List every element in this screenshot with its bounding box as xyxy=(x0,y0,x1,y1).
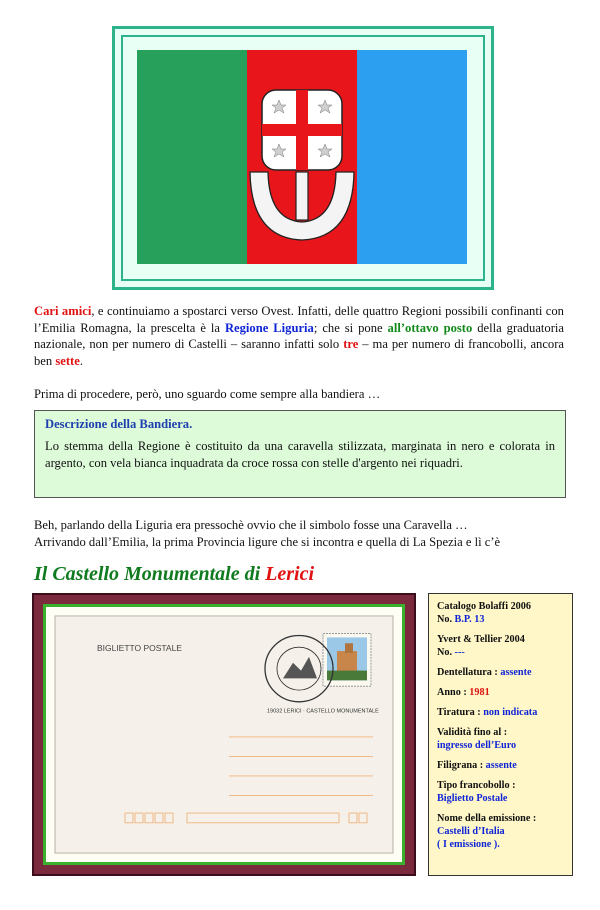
bolaffi-block xyxy=(437,600,564,626)
transition-line-1: Beh, parlando della Liguria era pressochè ovvio che il simbolo fosse una Caravella … xyxy=(34,518,468,532)
intro-text-5: . xyxy=(79,353,83,368)
dentellatura-label: Dentellatura : xyxy=(437,667,501,678)
castle-stamp xyxy=(323,634,371,687)
region-name: Regione Liguria xyxy=(224,320,314,335)
flag-intro-line: Prima di procedere, però, uno sguardo come sempre alla bandiera … xyxy=(34,387,381,401)
validita-label: Validità fino al : xyxy=(437,727,508,738)
filigrana-row xyxy=(437,759,564,772)
nome-value-1: Castelli d’Italia xyxy=(437,826,505,837)
postmark-text: 19032 LERICI · CASTELLO MONUMENTALE xyxy=(267,708,379,715)
rank-highlight: all’ottavo posto xyxy=(387,320,473,335)
section-title xyxy=(34,563,314,586)
flag-green-band xyxy=(137,50,247,264)
intro-paragraph xyxy=(34,303,564,369)
bolaffi-number: B.P. 13 xyxy=(454,614,485,625)
liguria-flag xyxy=(137,50,467,264)
filigrana-label: Filigrana : xyxy=(437,760,486,771)
card-heading: BIGLIETTO POSTALE xyxy=(97,643,182,654)
caravel-emblem-icon xyxy=(250,90,354,240)
tipo-value: Biglietto Postale xyxy=(437,793,508,804)
section-title-place: Lerici xyxy=(265,563,315,585)
description-text: Lo stemma della Regione è costituito da una caravella stilizzata, marginata in nero e colorata in argento, con vela bianca inquadrata da croce rossa con stelle d'argento nei riquadri. xyxy=(45,439,555,470)
description-title: Descrizione della Bandiera. xyxy=(45,417,193,431)
section-title-prefix: Il Castello Monumentale di xyxy=(34,563,266,585)
intro-text-1: , e continuiamo a spostarci verso Ovest. Infatti, delle quattro Regioni possibili confinanti con l’Emilia Romagna, la prescelta è la xyxy=(34,304,564,335)
intro-text-4: – ma per numero di francobolli, ancora ben xyxy=(34,337,565,368)
postal-card-mat xyxy=(43,604,405,865)
flag-blue-band xyxy=(357,50,467,264)
greeting: Cari amici xyxy=(34,304,92,318)
stamp-count: sette xyxy=(55,353,80,368)
tipo-label: Tipo francobollo : xyxy=(437,780,516,791)
nome-block xyxy=(437,812,564,851)
postal-card-frame xyxy=(32,593,416,876)
bolaffi-label: Catalogo Bolaffi 2006 xyxy=(437,601,531,612)
tipo-block xyxy=(437,779,564,805)
dentellatura-value: assente xyxy=(500,667,532,678)
tiratura-row xyxy=(437,706,564,719)
postal-card-image xyxy=(53,614,395,855)
flag-description-box xyxy=(34,410,566,498)
yvert-label: Yvert & Tellier 2004 xyxy=(437,634,525,645)
transition-line-2: Arrivando dall’Emilia, la prima Provincia ligure che si incontra e quella di La Spezia e lì c’è xyxy=(34,535,501,549)
bolaffi-no-label: No. xyxy=(437,614,455,625)
yvert-block xyxy=(437,633,564,659)
intro-text-3: della graduatoria nazionale, non per numero di Castelli – saranno infatti solo xyxy=(34,320,564,351)
tiratura-value: non indicata xyxy=(483,707,538,718)
anno-label: Anno : xyxy=(437,687,470,698)
nome-value-2: ( I emissione ). xyxy=(437,839,500,850)
dentellatura-row xyxy=(437,666,564,679)
yvert-number: --- xyxy=(454,647,465,658)
tiratura-label: Tiratura : xyxy=(437,707,484,718)
castle-count: tre xyxy=(343,337,359,351)
nome-label: Nome della emissione : xyxy=(437,813,537,824)
anno-value: 1981 xyxy=(469,687,490,698)
intro-text-2: ; che si pone xyxy=(313,320,388,335)
validita-block xyxy=(437,726,564,752)
filigrana-value: assente xyxy=(485,760,517,771)
stamp-info-panel xyxy=(428,593,573,876)
yvert-no-label: No. xyxy=(437,647,455,658)
validita-value: ingresso dell’Euro xyxy=(437,740,517,751)
anno-row xyxy=(437,686,564,699)
